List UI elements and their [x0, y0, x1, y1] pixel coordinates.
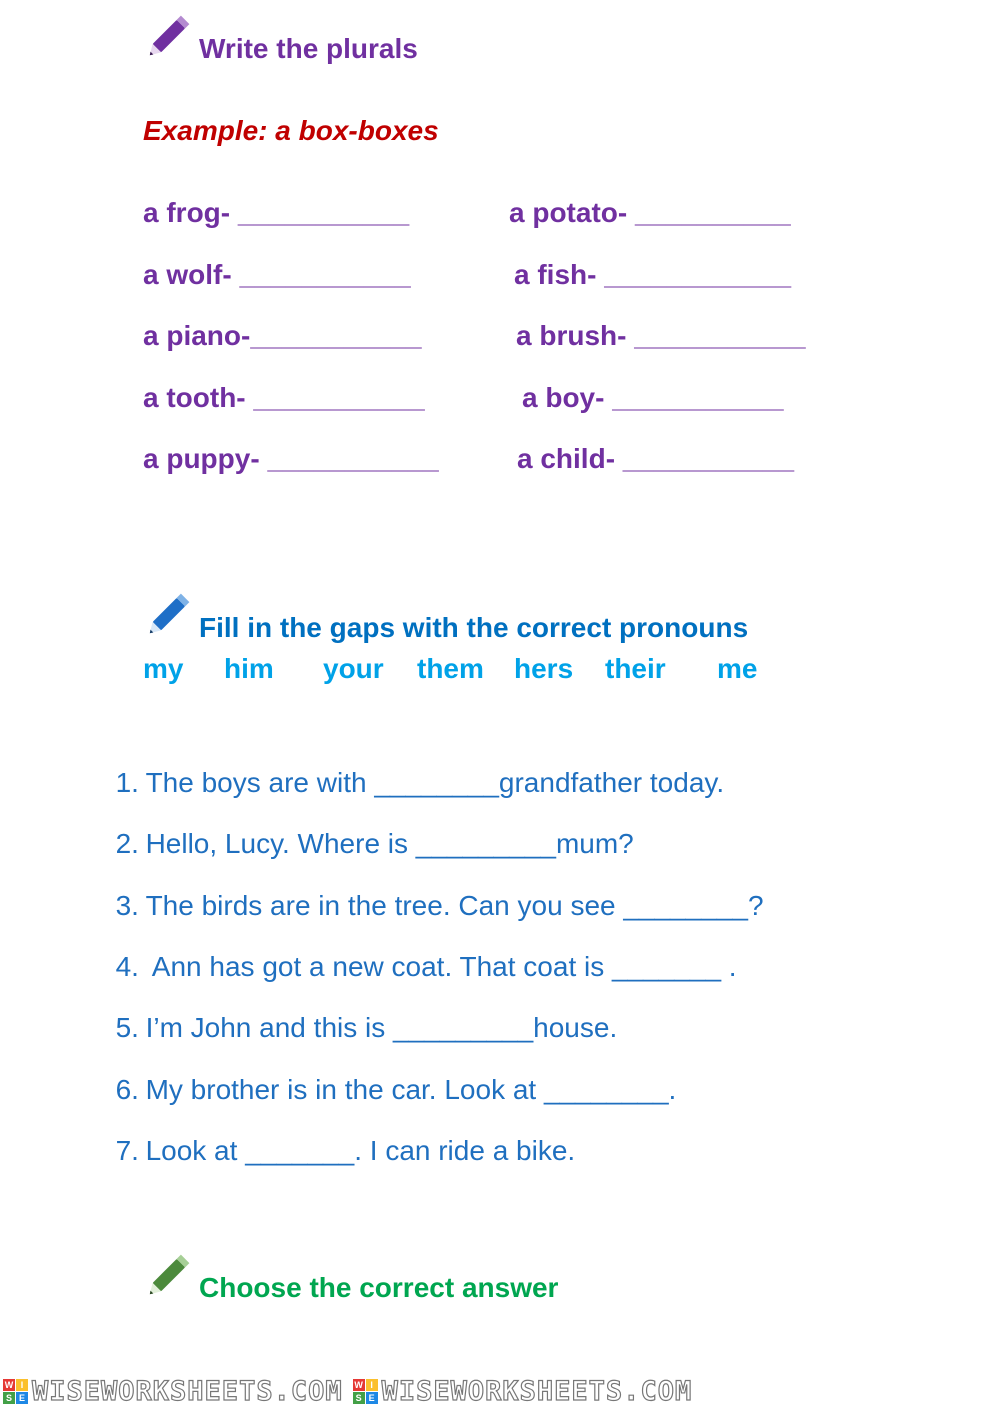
sentence-item — [100, 858, 764, 922]
sentence-number: 4. — [115, 951, 139, 982]
plural-item: a child- ___________ — [517, 443, 795, 474]
plural-item: a piano-___________ — [143, 320, 422, 351]
pencil-icon — [145, 8, 197, 60]
sentence-text: I’m John and this is _________house. — [145, 1012, 618, 1043]
plural-item: a brush- ___________ — [516, 320, 806, 351]
sentence-number: 2. — [115, 828, 139, 859]
sentence-number: 3. — [115, 890, 139, 921]
sentence-text: Ann has got a new coat. That coat is _______ . — [145, 951, 737, 982]
word-bank-item: hers — [514, 653, 574, 684]
sentence-item — [100, 735, 724, 799]
plural-item: a tooth- ___________ — [143, 382, 425, 413]
plural-item: a wolf- ___________ — [143, 259, 411, 290]
sentence-item — [100, 919, 737, 983]
watermark-grid-icon: W I S E — [353, 1379, 378, 1404]
section-title-pronouns: Fill in the gaps with the correct pronouns — [199, 612, 749, 643]
sentence-number: 5. — [115, 1012, 139, 1043]
section-title-choose: Choose the correct answer — [199, 1272, 559, 1303]
plural-item: a fish- ____________ — [514, 259, 792, 290]
sentence-text: Look at _______. I can ride a bike. — [145, 1135, 576, 1166]
sentence-item — [100, 796, 634, 860]
sentence-number: 7. — [115, 1135, 139, 1166]
plural-item: a frog- ___________ — [143, 197, 410, 228]
watermark-text: WISEWORKSHEETS.COM — [32, 1376, 343, 1407]
pencil-icon — [145, 1247, 197, 1299]
plural-item: a puppy- ___________ — [143, 443, 439, 474]
sentence-text: The birds are in the tree. Can you see ________? — [145, 890, 764, 921]
watermark-text: WISEWORKSHEETS.COM — [381, 1376, 693, 1407]
plural-item: a potato- __________ — [509, 197, 791, 228]
sentence-text: Hello, Lucy. Where is _________mum? — [145, 828, 634, 859]
example-text: Example: a box-boxes — [143, 115, 439, 146]
section-title-plurals: Write the plurals — [199, 33, 418, 64]
word-bank-item: them — [417, 653, 484, 684]
sentence-text: The boys are with ________grandfather today. — [145, 767, 725, 798]
sentence-number: 1. — [115, 767, 139, 798]
watermark-logo — [3, 1376, 343, 1407]
plural-item: a boy- ___________ — [522, 382, 784, 413]
sentence-item — [100, 1103, 575, 1167]
sentence-number: 6. — [115, 1074, 139, 1105]
footer-watermark — [0, 1370, 1000, 1413]
watermark-logo — [353, 1376, 693, 1407]
watermark-grid-icon: W I S E — [3, 1379, 28, 1404]
pencil-icon — [145, 586, 197, 638]
word-bank-item: their — [605, 653, 666, 684]
word-bank-item: him — [224, 653, 274, 684]
word-bank-item: me — [717, 653, 758, 684]
sentence-item — [100, 980, 617, 1044]
word-bank-item: my — [143, 653, 184, 684]
word-bank-item: your — [323, 653, 384, 684]
sentence-item — [100, 1042, 676, 1106]
sentence-text: My brother is in the car. Look at ________. — [145, 1074, 677, 1105]
